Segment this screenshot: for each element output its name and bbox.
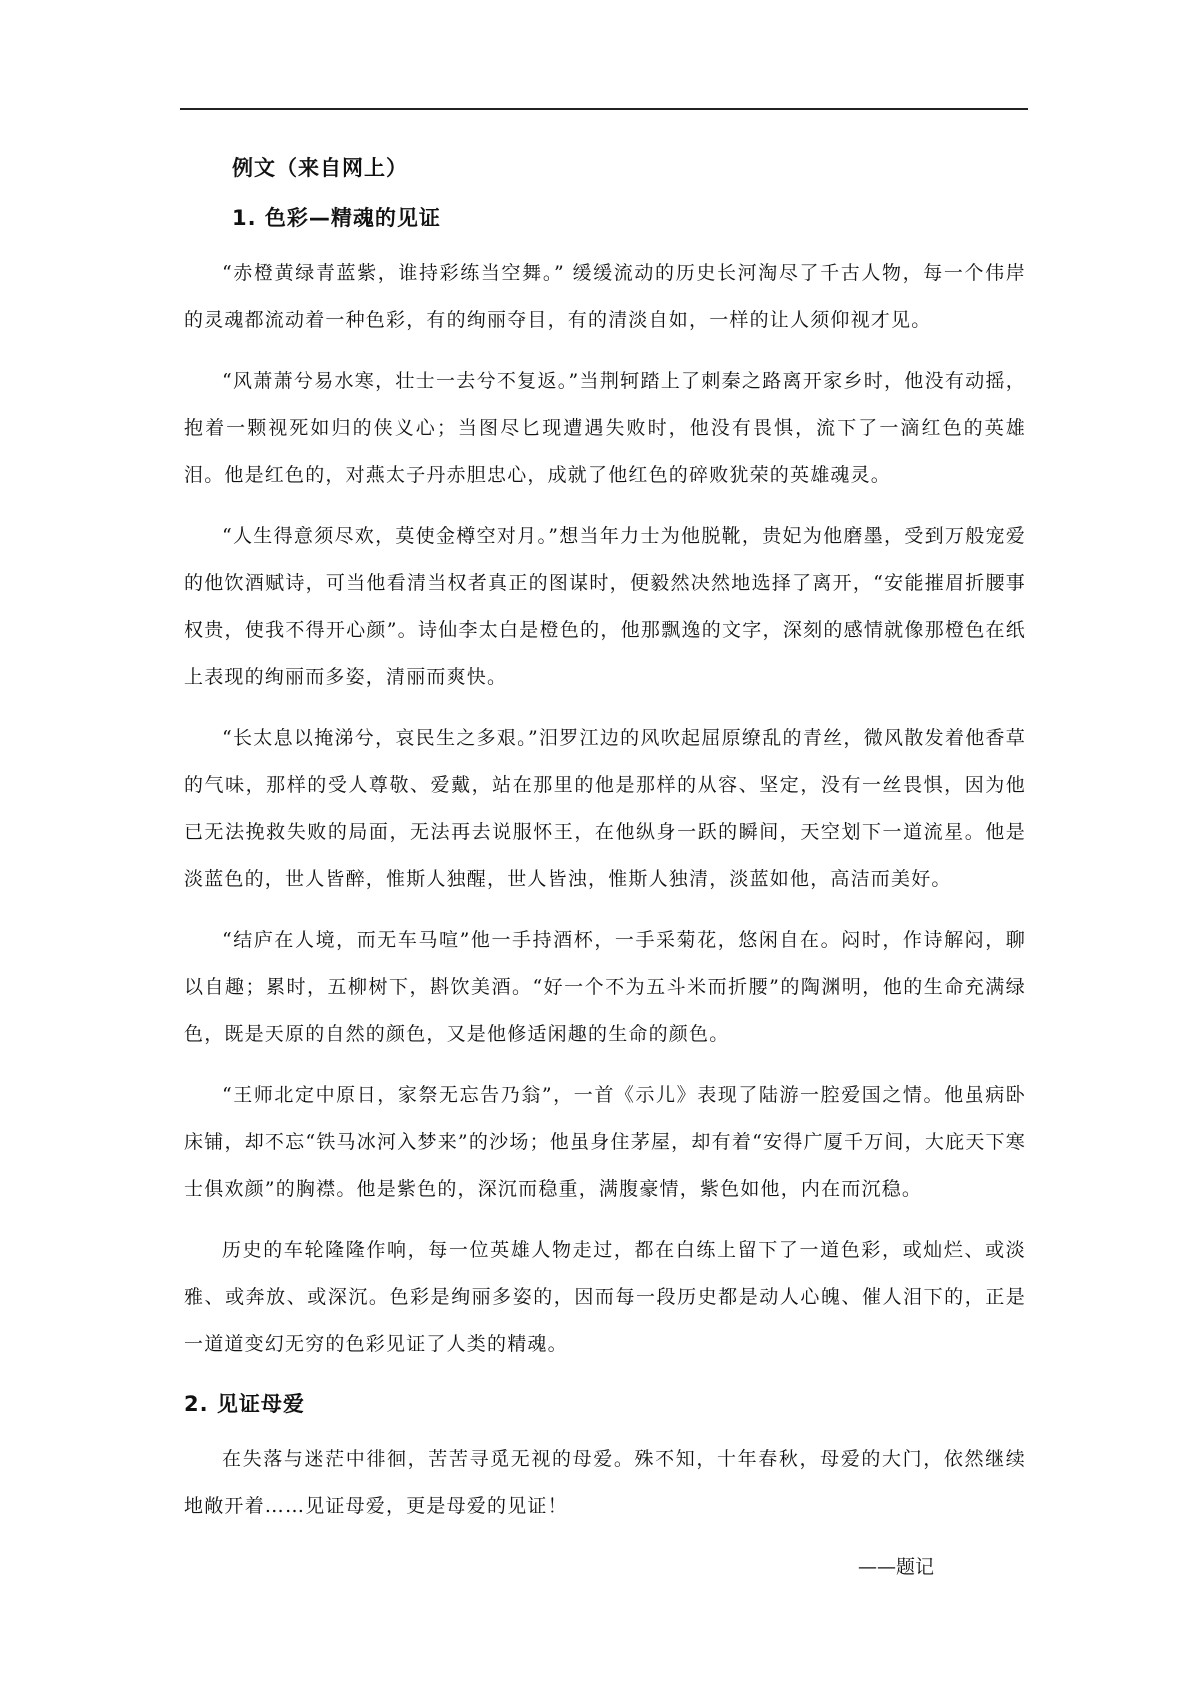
- section2-paragraph-1: 在失落与迷茫中徘徊，苦苦寻觅无视的母爱。殊不知，十年春秋，母爱的大门，依然继续地敞开着……见证母爱，更是母爱的见证！: [184, 1448, 1026, 1517]
- epigraph-signature: ——题记: [857, 1556, 934, 1578]
- section1-paragraph-5: “结庐在人境，而无车马喧”他一手持酒杯，一手采菊花，悠闲自在。闷时，作诗解闷，聊以自趣；累时，五柳树下，斟饮美酒。“好一个不为五斗米而折腰”的陶渊明，他的生命充满绿色，既是天原的自然的颜色，又是他修适闲趣的生命的颜色。: [184, 929, 1026, 1045]
- section1-paragraph-2: “风萧萧兮易水寒，壮士一去兮不复返。”当荆轲踏上了刺秦之路离开家乡时，他没有动摇，抱着一颗视死如归的侠义心；当图尽匕现遭遇失败时，他没有畏惧，流下了一滴红色的英雄泪。他是红色的，对燕太子丹赤胆忠心，成就了他红色的碎败犹荣的英雄魂灵。: [184, 370, 1026, 486]
- section1-paragraph-4: “长太息以掩涕兮，哀民生之多艰。”汨罗江边的风吹起屈原缭乱的青丝，微风散发着他香草的气味，那样的受人尊敬、爱戴，站在那里的他是那样的从容、坚定，没有一丝畏惧，因为他已无法挽救失败的局面，无法再去说服怀王，在他纵身一跃的瞬间，天空划下一道流星。他是淡蓝色的，世人皆醉，惟斯人独醒，世人皆浊，惟斯人独清，淡蓝如他，高洁而美好。: [184, 727, 1026, 890]
- source-heading: 例文（来自网上）: [232, 156, 408, 180]
- document-body: [184, 152, 1026, 1591]
- header-rule: [180, 108, 1028, 110]
- section2-title: 2. 见证母爱: [184, 1392, 305, 1416]
- section1-title: 1. 色彩—精魂的见证: [232, 206, 441, 230]
- section1-paragraph-7: 历史的车轮隆隆作响，每一位英雄人物走过，都在白练上留下了一道色彩，或灿烂、或淡雅、或奔放、或深沉。色彩是绚丽多姿的，因而每一段历史都是动人心魄、催人泪下的，正是一道道变幻无穷的色彩见证了人类的精魂。: [184, 1239, 1026, 1355]
- section1-paragraph-1: “赤橙黄绿青蓝紫，谁持彩练当空舞。” 缓缓流动的历史长河淘尽了千古人物，每一个伟岸的灵魂都流动着一种色彩，有的绚丽夺目，有的清淡自如，一样的让人须仰视才见。: [184, 262, 1026, 331]
- section1-paragraph-6: “王师北定中原日，家祭无忘告乃翁”，一首《示儿》表现了陆游一腔爱国之情。他虽病卧床铺，却不忘“铁马冰河入梦来”的沙场；他虽身住茅屋，却有着“安得广厦千万间，大庇天下寒士俱欢颜”的胸襟。他是紫色的，深沉而稳重，满腹豪情，紫色如他，内在而沉稳。: [184, 1084, 1026, 1200]
- section1-paragraph-3: “人生得意须尽欢，莫使金樽空对月。”想当年力士为他脱靴，贵妃为他磨墨，受到万般宠爱的他饮酒赋诗，可当他看清当权者真正的图谋时，便毅然决然地选择了离开，“安能摧眉折腰事权贵，使我不得开心颜”。诗仙李太白是橙色的，他那飘逸的文字，深刻的感情就像那橙色在纸上表现的绚丽而多姿，清丽而爽快。: [184, 525, 1026, 688]
